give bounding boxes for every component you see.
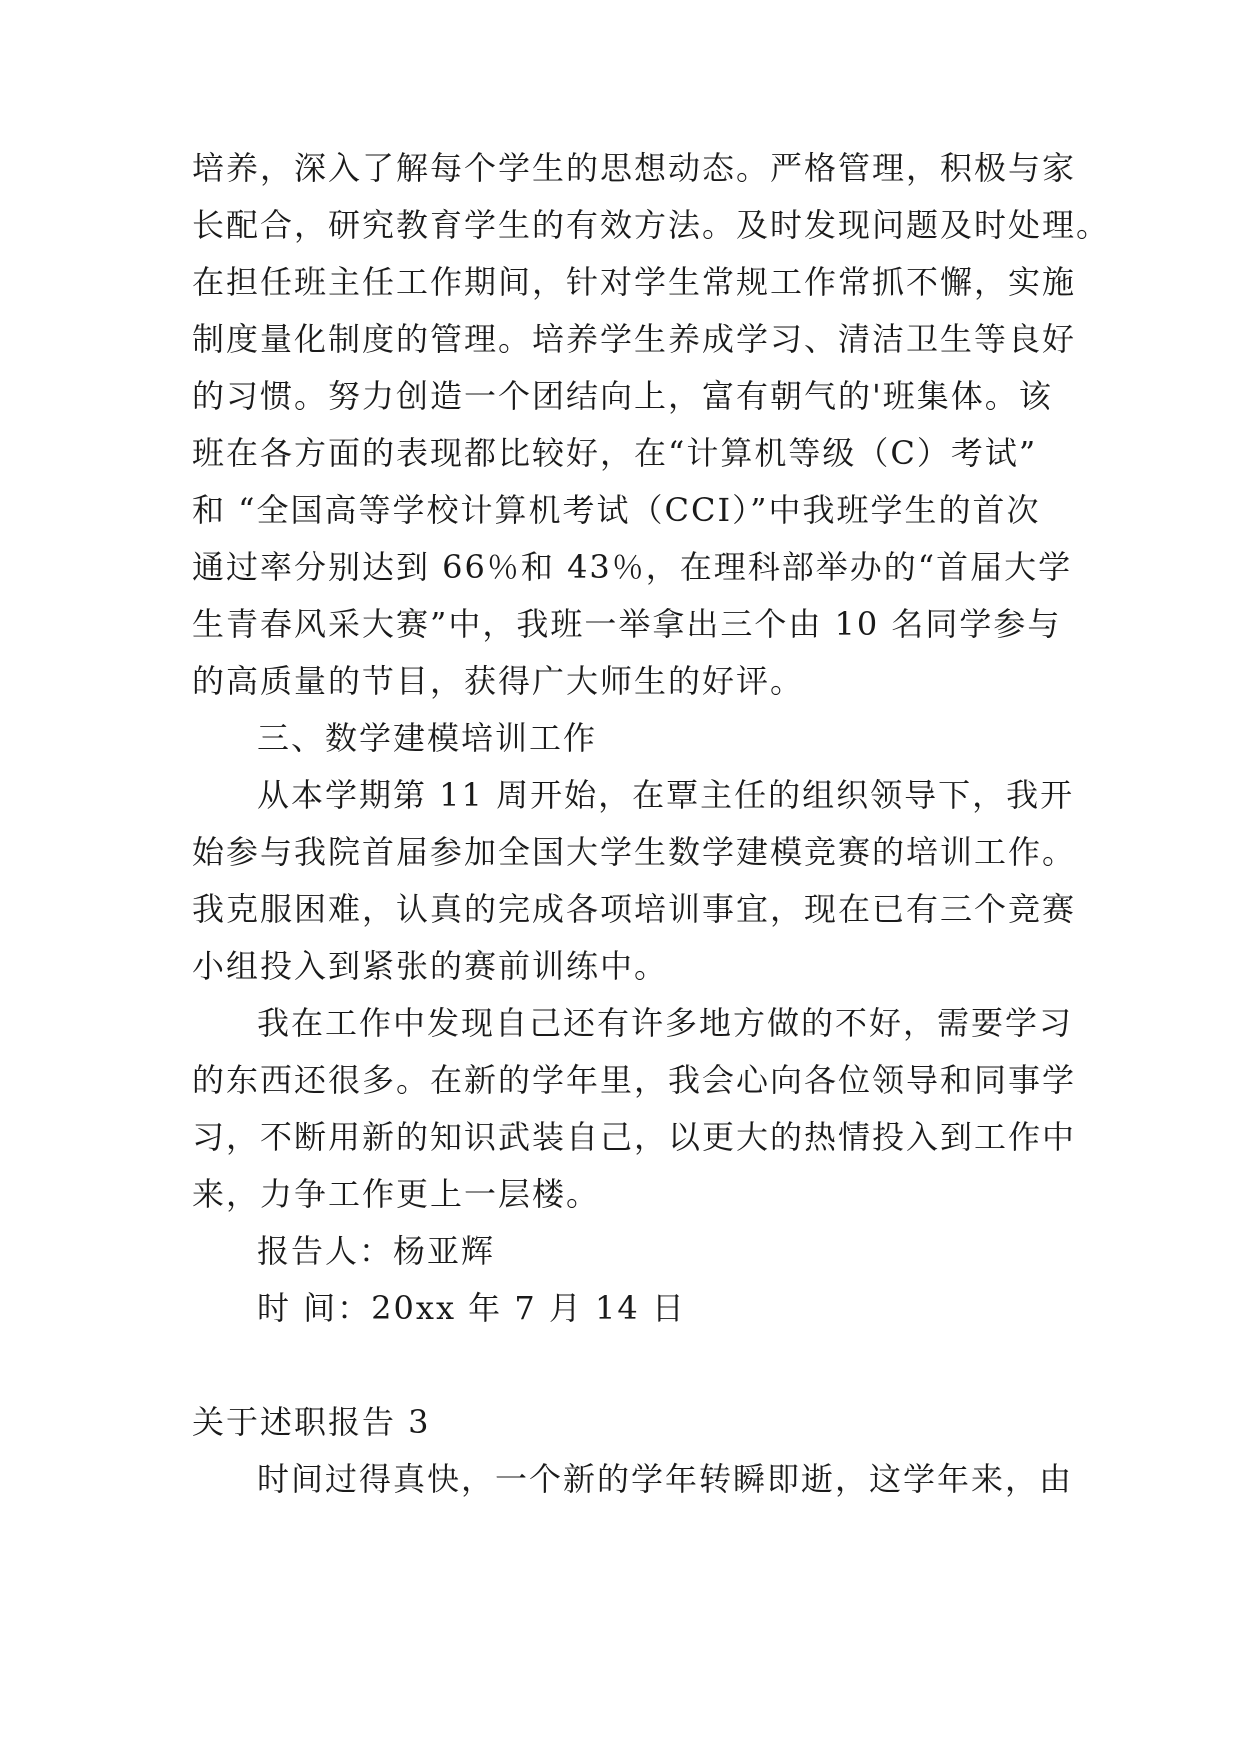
body-text-line: 我克服困难，认真的完成各项培训事宜，现在已有三个竞赛 — [192, 890, 1077, 928]
body-text-line: 来，力争工作更上一层楼。 — [192, 1175, 601, 1213]
body-text-line: 通过率分别达到 66％和 43％，在理科部举办的“首届大学 — [192, 548, 1073, 586]
body-text-line: 习，不断用新的知识武装自己，以更大的热情投入到工作中 — [192, 1118, 1077, 1156]
body-text-line: 的东西还很多。在新的学年里，我会心向各位领导和同事学 — [192, 1061, 1077, 1099]
body-text-line: 的高质量的节目，获得广大师生的好评。 — [192, 662, 805, 700]
section-heading: 三、数学建模培训工作 — [257, 719, 598, 757]
body-text-line: 生青春风采大赛”中，我班一举拿出三个由 10 名同学参与 — [192, 605, 1062, 643]
body-text-line: 的习惯。努力创造一个团结向上，富有朝气的'班集体。该 — [192, 377, 1053, 415]
body-text-line: 长配合，研究教育学生的有效方法。及时发现问题及时处理。 — [192, 206, 1111, 244]
body-text-line: 从本学期第 11 周开始，在覃主任的组织领导下，我开 — [257, 776, 1075, 814]
report-title: 关于述职报告 3 — [192, 1403, 431, 1441]
body-text-line: 始参与我院首届参加全国大学生数学建模竞赛的培训工作。 — [192, 833, 1077, 871]
body-text-line: 小组投入到紧张的赛前训练中。 — [192, 947, 669, 985]
body-text-line: 制度量化制度的管理。培养学生养成学习、清洁卫生等良好 — [192, 320, 1077, 358]
body-text-line: 我在工作中发现自己还有许多地方做的不好，需要学习 — [257, 1004, 1074, 1042]
body-text-line: 班在各方面的表现都比较好，在“计算机等级（C）考试” — [192, 434, 1038, 472]
body-text-line: 和 “全国高等学校计算机考试（CCI）”中我班学生的首次 — [192, 491, 1041, 529]
date-line: 时 间：20xx 年 7 月 14 日 — [257, 1289, 686, 1327]
body-text-line: 时间过得真快，一个新的学年转瞬即逝，这学年来，由 — [257, 1460, 1074, 1498]
body-text-line: 在担任班主任工作期间，针对学生常规工作常抓不懈，实施 — [192, 263, 1077, 301]
reporter-line: 报告人：杨亚辉 — [257, 1232, 496, 1270]
body-text-line: 培养，深入了解每个学生的思想动态。严格管理，积极与家 — [192, 149, 1077, 187]
